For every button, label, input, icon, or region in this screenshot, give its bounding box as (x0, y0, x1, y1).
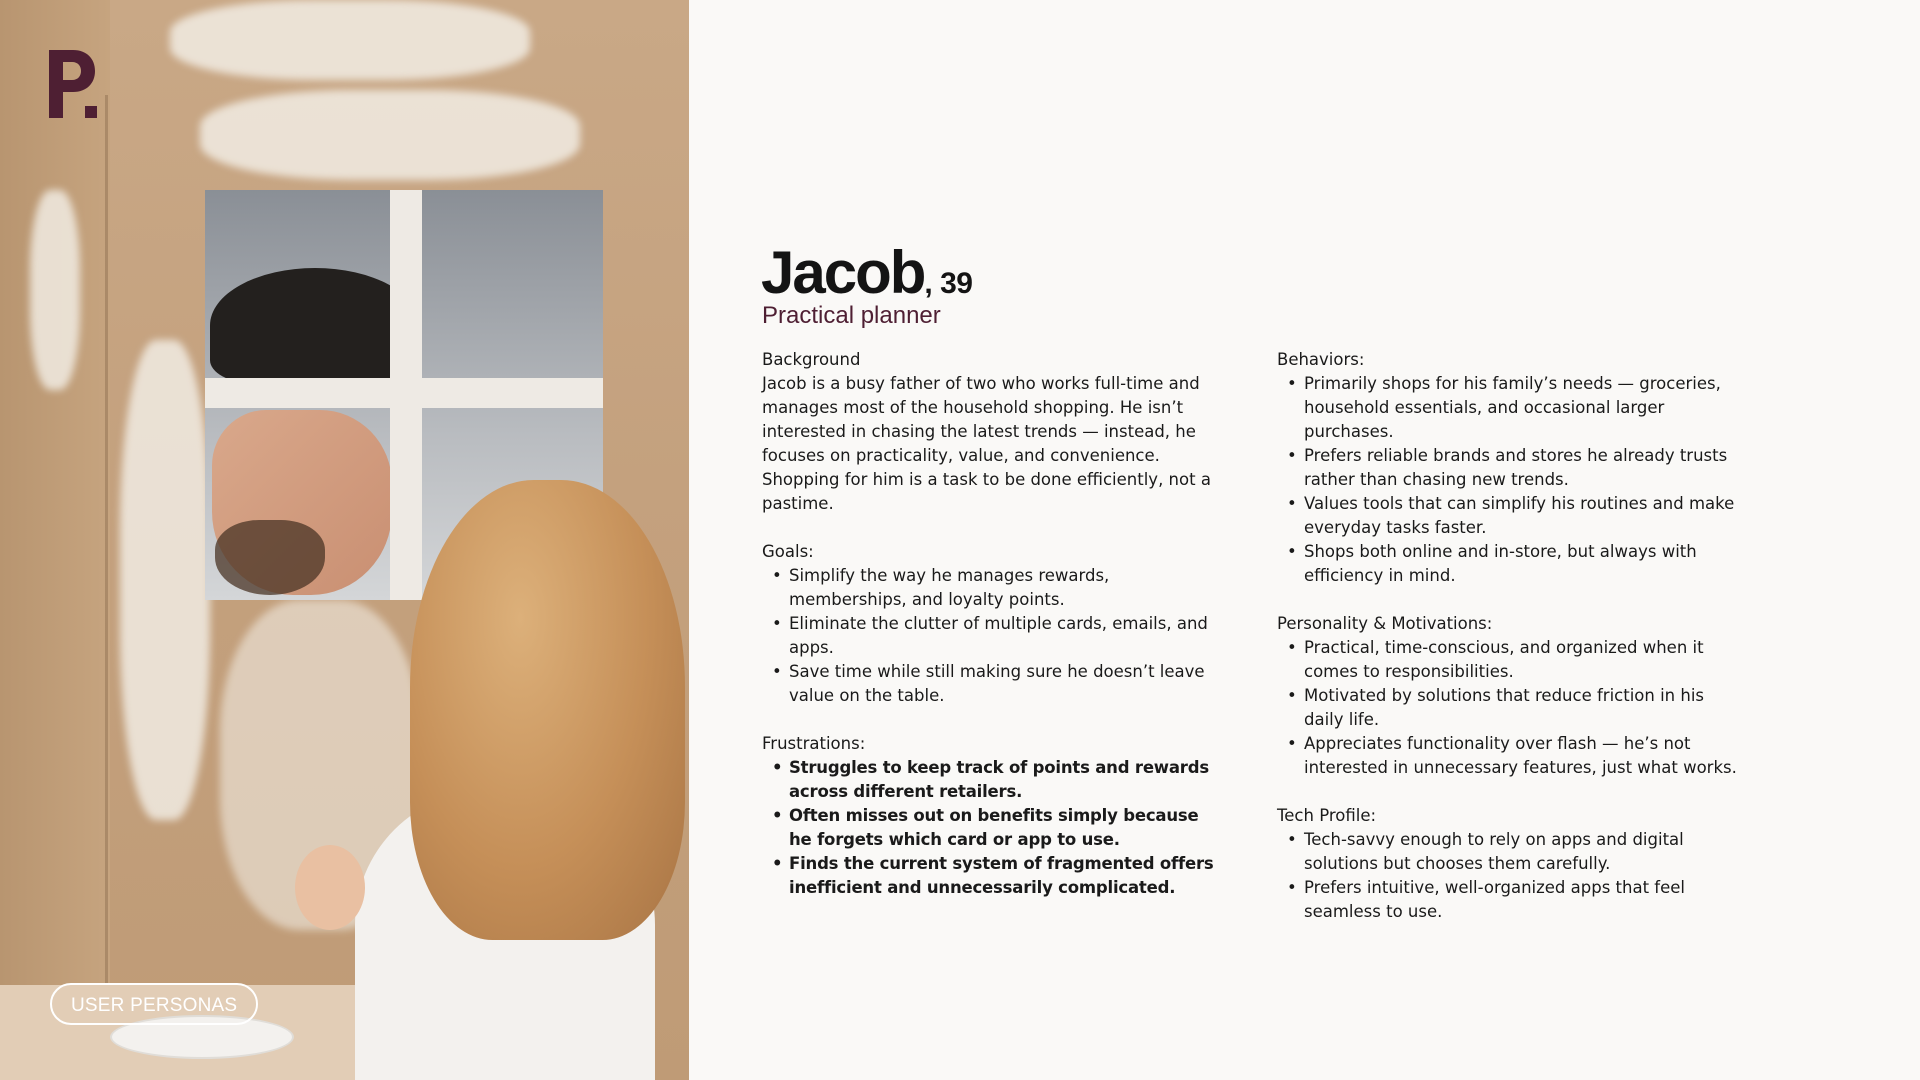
persona-subtitle: Practical planner (762, 302, 941, 329)
list-item: • Often misses out on benefits simply because he forgets which card or app to use. (762, 804, 1222, 852)
girl-hair (410, 480, 685, 940)
list-item: • Tech-savvy enough to rely on apps and digital solutions but chooses them carefully. (1277, 828, 1737, 876)
goals-list (762, 564, 1222, 708)
tech-profile-list (1277, 828, 1737, 924)
right-column (1277, 348, 1737, 948)
frustrations-list (762, 756, 1222, 900)
section-title: Goals: (762, 542, 814, 561)
list-item: • Prefers intuitive, well-organized apps that feel seamless to use. (1277, 876, 1737, 924)
personality-list (1277, 636, 1737, 780)
frustrations-section (762, 732, 1222, 900)
list-item: • Primarily shops for his family’s needs — groceries, household essentials, and occasional larger purchases. (1277, 372, 1737, 444)
man-hair (210, 268, 420, 383)
list-item: • Finds the current system of fragmented offers inefficient and unnecessarily complicated. (762, 852, 1222, 900)
left-column (762, 348, 1222, 924)
list-item: • Motivated by solutions that reduce friction in his daily life. (1277, 684, 1737, 732)
list-item: • Prefers reliable brands and stores he already trusts rather than chasing new trends. (1277, 444, 1737, 492)
window-frame-vertical (390, 190, 422, 600)
goals-section (762, 540, 1222, 708)
paint-stroke (30, 190, 80, 390)
behaviors-section (1277, 348, 1737, 588)
paint-stroke (170, 0, 530, 80)
personality-section (1277, 612, 1737, 780)
paint-stroke (200, 90, 580, 180)
section-title: Background (762, 350, 861, 369)
list-item: • Shops both online and in-store, but always with efficiency in mind. (1277, 540, 1737, 588)
list-item: • Simplify the way he manages rewards, memberships, and loyalty points. (762, 564, 1222, 612)
persona-name: Jacob (761, 239, 925, 306)
list-item: • Eliminate the clutter of multiple cards, emails, and apps. (762, 612, 1222, 660)
background-text: Jacob is a busy father of two who works full-time and manages most of the household shopping. He isn’t interested in chasing the latest trends — instead, he focuses on practicality, value, and convenience. Shopping for him is a task to be done efficiently, not a pastime. (762, 374, 1211, 513)
section-title: Frustrations: (762, 734, 866, 753)
list-item: • Appreciates functionality over flash — he’s not interested in unnecessary features, just what works. (1277, 732, 1737, 780)
paint-stroke (120, 340, 210, 820)
persona-photo (0, 0, 689, 1080)
user-personas-badge[interactable]: USER PERSONAS (50, 983, 258, 1025)
list-item: • Practical, time-conscious, and organized when it comes to responsibilities. (1277, 636, 1737, 684)
persona-age: , 39 (924, 267, 973, 300)
brand-logo-icon (49, 50, 99, 120)
persona-title (761, 238, 972, 307)
cardboard-fold (105, 95, 108, 1080)
girl-hand (295, 845, 365, 930)
behaviors-list (1277, 372, 1737, 588)
cardboard-panel (0, 0, 110, 1080)
section-title: Tech Profile: (1277, 806, 1377, 825)
list-item: • Save time while still making sure he doesn’t leave value on the table. (762, 660, 1222, 708)
tech-profile-section (1277, 804, 1737, 924)
man-beard (215, 520, 325, 595)
list-item: • Struggles to keep track of points and rewards across different retailers. (762, 756, 1222, 804)
section-title: Behaviors: (1277, 350, 1365, 369)
background-section (762, 348, 1222, 516)
section-title: Personality & Motivations: (1277, 614, 1493, 633)
list-item: • Values tools that can simplify his routines and make everyday tasks faster. (1277, 492, 1737, 540)
